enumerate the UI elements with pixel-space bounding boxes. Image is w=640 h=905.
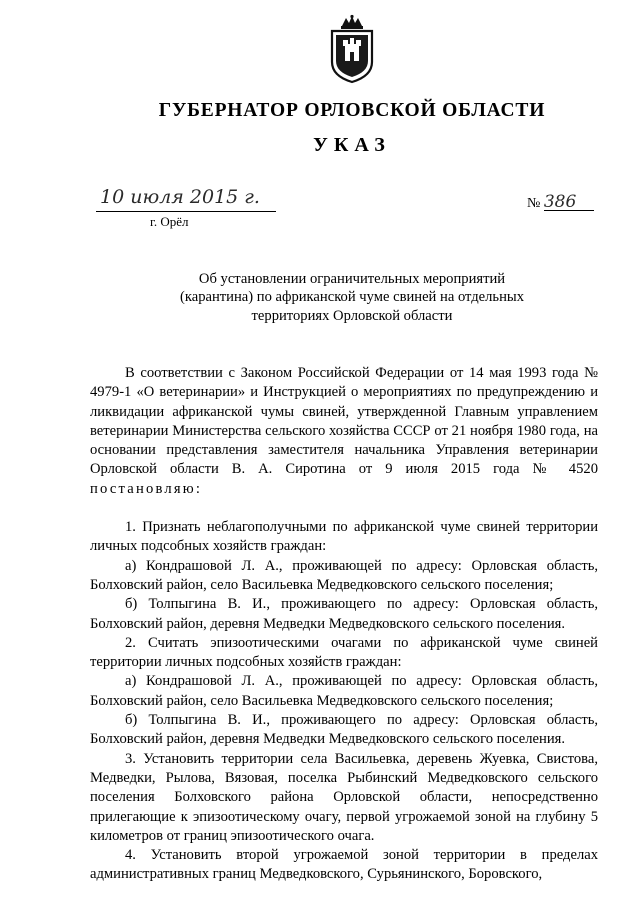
clause-paragraph: 1. Признать неблагополучными по африканской чуме свиней территории личных подсобных хозяйств граждан:	[90, 519, 598, 555]
coat-of-arms-emblem	[326, 14, 378, 84]
preamble-text: В соответствии с Законом Российской Федерации от 14 мая 1993 года № 4979-1 «О ветеринарии» и Инструкцией о мероприятиях по предупреждению и ликвидации африканской чумы свиней, утвержденной Главным управлением ветеринарии Министерства сельского хозяйства СССР от 21 ноября 1980 года, на основании представления заместителя начальника Управления ветеринарии Орловской области В. А. Сиротина от 9 июля 2015 года № 4520	[90, 365, 598, 478]
handwritten-number: 386	[544, 194, 594, 211]
subject-line: (карантина) по африканской чуме свиней на отдельных	[179, 289, 524, 306]
preamble-paragraph	[90, 364, 598, 499]
governor-title: ГУБЕРНАТОР ОРЛОВСКОЙ ОБЛАСТИ	[158, 100, 546, 121]
handwritten-date: 10 июля 2015 г.	[100, 186, 260, 208]
clause-paragraph: 3. Установить территории села Васильевка, деревень Жуевка, Свистова, Медведки, Рылова, Вязовая, поселка Рыбинский Медведковского сельского поселения Болховского района Орловской области, непосредственно прилегающие к эпизоотическому очагу, первой угрожаемой зоной на глубину 5 километров от границ эпизоотического очага.	[90, 750, 598, 844]
decree-number	[527, 194, 594, 212]
clause-paragraph: а) Кондрашовой Л. А., проживающей по адресу: Орловская область, Болховский район, село Васильевка Медведковского сельского поселения;	[90, 673, 598, 709]
date-underline	[96, 211, 276, 212]
clause-paragraph: б) Толпыгина В. И., проживающего по адресу: Орловская область, Болховский район, деревня Медведки Медведковского сельского поселения.	[90, 712, 598, 748]
clause-paragraph: 4. Установить второй угрожаемой зоной территории в пределах административных границ Медведковского, Сурьянинского, Боровского,	[90, 847, 598, 883]
subject-line: территориях Орловской области	[251, 307, 453, 324]
clause-paragraph: б) Толпыгина В. И., проживающего по адресу: Орловская область, Болховский район, деревня Медведки Медведковского сельского поселения.	[90, 596, 598, 632]
decree-word: постановляю:	[90, 480, 203, 497]
clause-paragraph: 2. Считать эпизоотическими очагами по африканской чуме свиней территории личных подсобных хозяйств граждан:	[90, 634, 598, 671]
city-label: г. Орёл	[150, 214, 189, 229]
number-sign: №	[527, 196, 541, 211]
decree-subject	[0, 270, 640, 325]
clause-paragraph: а) Кондрашовой Л. А., проживающей по адресу: Орловская область, Болховский район, село Васильевка Медведковского сельского поселения;	[90, 557, 598, 593]
subject-line: Об установлении ограничительных мероприятий	[198, 271, 506, 287]
decree-body	[90, 364, 598, 885]
decree-heading: УКАЗ	[313, 134, 391, 156]
